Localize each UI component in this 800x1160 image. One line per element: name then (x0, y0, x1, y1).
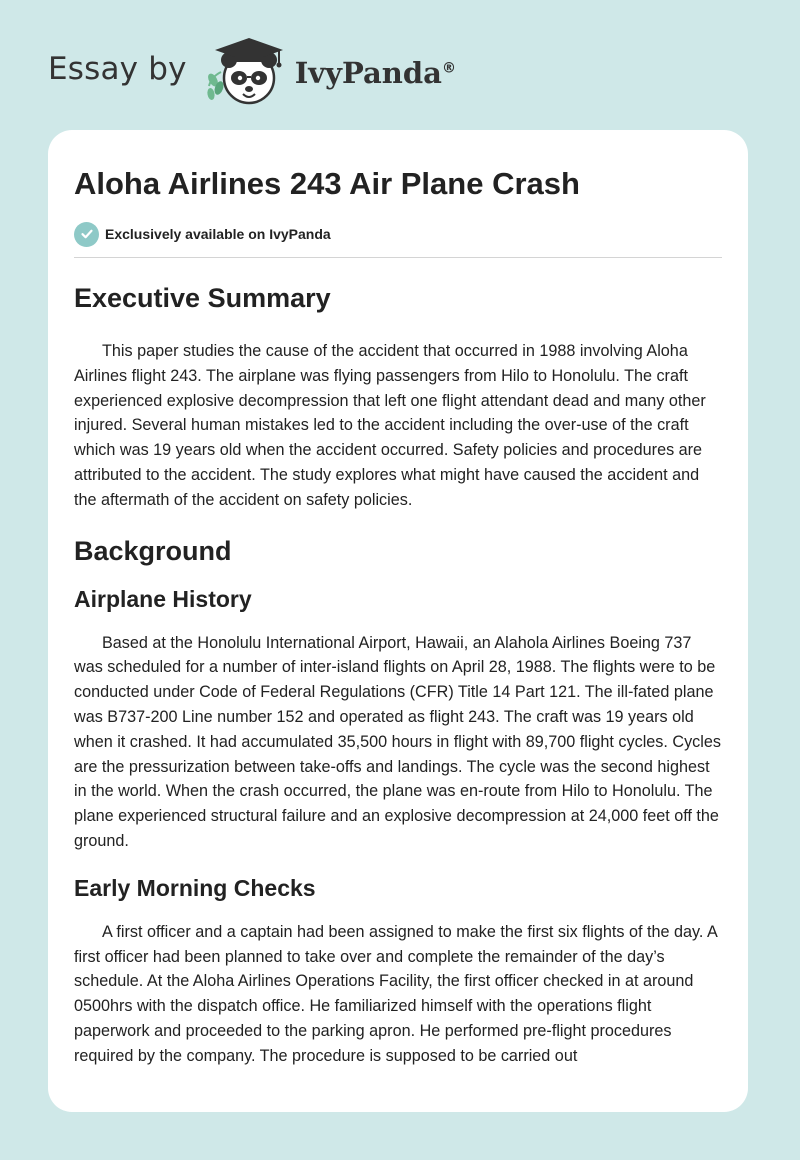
site-brand-header[interactable] (48, 34, 508, 110)
subsection-heading-airplane-history: Airplane History (74, 585, 252, 612)
check-icon (74, 222, 99, 247)
title-divider (74, 257, 722, 258)
page-title: Aloha Airlines 243 Air Plane Crash (74, 166, 580, 201)
brand-name: IvyPanda® (294, 56, 456, 90)
subsection-heading-early-morning-checks: Early Morning Checks (74, 874, 316, 901)
paragraph-early-morning-checks: A first officer and a captain had been assigned to make the first six flights of the day. A first officer had been planned to take over and complete the remainder of the day’s schedule. At the Aloha Airlines Operations Facility, the first officer checked in at around 0500hrs with the dispatch office. He familiarized himself with the operations flight paperwork and proceeded to the parking apron. He performed pre-flight procedures required by the company. The procedure is supposed to be carried out (74, 922, 717, 1065)
exclusive-badge (74, 221, 722, 247)
panda-graduation-cap-logo-icon (199, 34, 291, 110)
paragraph-executive-summary: This paper studies the cause of the accident that occurred in 1988 involving Aloha Airlines flight 243. The airplane was flying passengers from Hilo to Honolulu. The craft experienced explosive decompression that left one flight attendant dead and many other injured. Several human mistakes led to the accident including the over-use of the craft which was 19 years old when the accident occurred. Safety policies and procedures are attributed to the accident. The study explores what might have caused the accident and the aftermath of the accident on safety policies. (74, 342, 706, 509)
registered-mark: ® (441, 60, 456, 77)
paragraph-airplane-history: Based at the Honolulu International Airport, Hawaii, an Alahola Airlines Boeing 737 was scheduled for a number of inter-island flights on April 28, 1988. The flights were to be conducted under Code of Federal Regulations (CFR) Title 14 Part 121. The ill-fated plane was B737-200 Line number 152 and operated as flight 243. The craft was 19 years old when it crashed. It had accumulated 35,500 hours in flight with 89,700 flight cycles. Cycles are the pressurization between take-offs and landings. The cycle was the second highest in the world. When the crash occurred, the plane was en-route from Hilo to Honolulu. The plane experienced structural failure and an explosive decompression at 24,000 feet off the ground. (74, 633, 721, 850)
section-heading-executive-summary: Executive Summary (74, 283, 331, 313)
section-heading-background: Background (74, 535, 232, 566)
brand-prefix: Essay by (48, 51, 187, 87)
essay-card (48, 130, 748, 1112)
exclusive-badge-text: Exclusively available on IvyPanda (105, 226, 331, 242)
